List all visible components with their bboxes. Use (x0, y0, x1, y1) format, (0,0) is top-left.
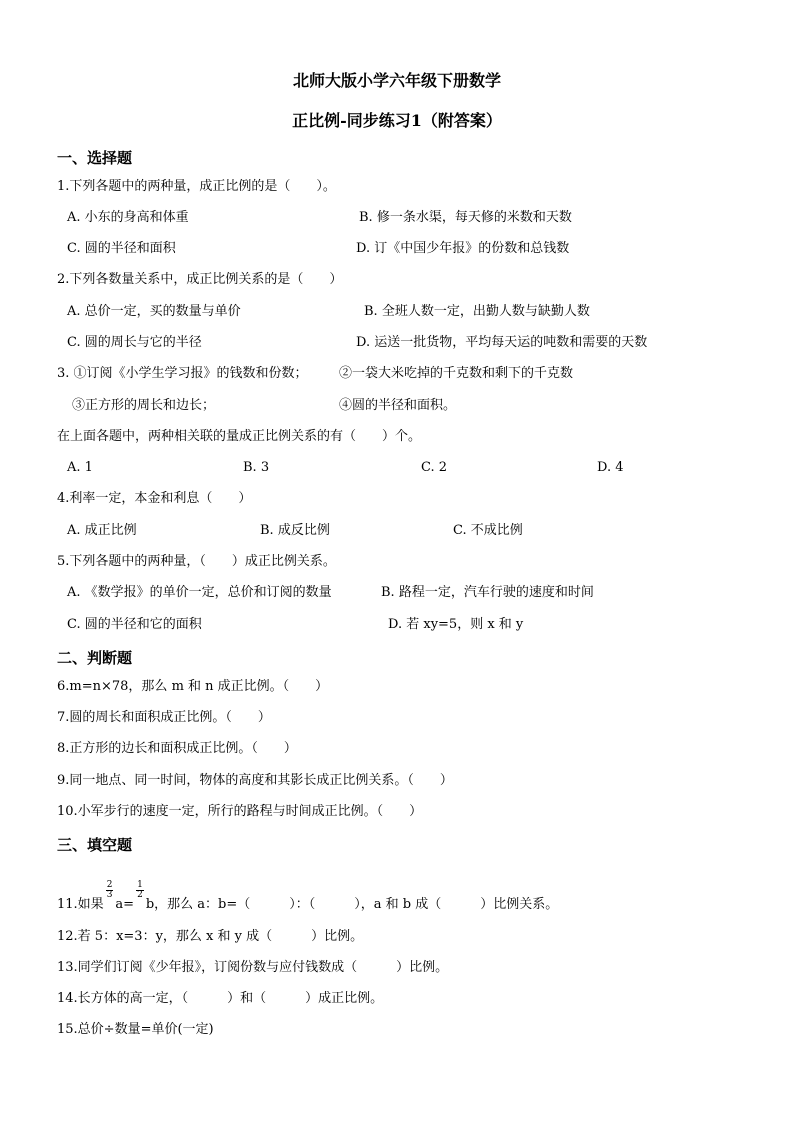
question-3-item-2: ②一袋大米吃掉的千克数和剩下的千克数 (339, 366, 574, 381)
question-7: 7.圆的周长和面积成正比例。（ ） (57, 710, 271, 725)
question-4-option-a: A. 成正比例 (67, 523, 137, 538)
question-3-item-1: 3. ①订阅《小学生学习报》的钱数和份数； (57, 366, 308, 381)
question-2-option-d: D. 运送一批货物，平均每天运的吨数和需要的天数 (356, 335, 648, 350)
document-subtitle: 正比例-同步练习1（附答案） (292, 111, 502, 130)
question-11-part-1: 11.如果 (57, 897, 104, 912)
question-3-item-4: ④圆的半径和面积。 (339, 398, 457, 413)
question-10: 10.小军步行的速度一定，所行的路程与时间成正比例。（ ） (57, 804, 423, 819)
section-fill-heading: 三、填空题 (57, 836, 133, 854)
question-3-option-d: D. 4 (597, 460, 624, 475)
question-11 (57, 880, 559, 914)
question-3-stem: 在上面各题中，两种相关联的量成正比例关系的有（ ）个。 (57, 429, 422, 444)
question-3-item-3: ③正方形的周长和边长； (72, 398, 216, 413)
question-1-option-d: D. 订《中国少年报》的份数和总钱数 (356, 241, 570, 256)
question-2-stem: 2.下列各数量关系中，成正比例关系的是（ ） (57, 272, 343, 287)
question-5-stem: 5.下列各题中的两种量，（ ）成正比例关系。 (57, 554, 336, 569)
question-2-option-b: B. 全班人数一定，出勤人数与缺勤人数 (364, 304, 590, 319)
document-title: 北师大版小学六年级下册数学 (292, 71, 501, 90)
question-5-option-b: B. 路程一定，汽车行驶的速度和时间 (381, 585, 594, 600)
question-6: 6.m=n×78，那么 m 和 n 成正比例。（ ） (57, 679, 329, 694)
question-11-part-2: a= (115, 897, 135, 912)
question-1-stem: 1.下列各题中的两种量，成正比例的是（ ）。 (57, 179, 336, 194)
question-4-option-b: B. 成反比例 (260, 523, 330, 538)
section-judge-heading: 二、判断题 (57, 649, 133, 667)
question-4-stem: 4.利率一定，本金和利息（ ） (57, 491, 252, 506)
question-15: 15.总价÷数量=单价(一定) (57, 1022, 214, 1037)
section-choice-heading: 一、选择题 (57, 149, 133, 167)
question-11-part-3: b，那么 a：b=（ ）：（ ），a 和 b 成（ ）比例关系。 (145, 897, 559, 912)
question-2-option-c: C. 圆的周长与它的半径 (67, 335, 202, 350)
question-2-option-a: A. 总价一定，买的数量与单价 (67, 304, 241, 319)
question-8: 8.正方形的边长和面积成正比例。（ ） (57, 741, 297, 756)
question-1-option-c: C. 圆的半径和面积 (67, 241, 176, 256)
question-1-option-a: A. 小东的身高和体重 (67, 210, 189, 225)
question-9: 9.同一地点、同一时间，物体的高度和其影长成正比例关系。（ ） (57, 773, 453, 788)
question-12: 12.若 5：x=3：y，那么 x 和 y 成（ ）比例。 (57, 929, 364, 944)
fraction-one-half: $\frac{1}{2}$ (137, 880, 143, 900)
question-13: 13.同学们订阅《少年报》，订阅份数与应付钱数成（ ）比例。 (57, 960, 449, 975)
question-14: 14.长方体的高一定，（ ）和（ ）成正比例。 (57, 991, 384, 1006)
question-3-option-c: C. 2 (421, 460, 448, 475)
question-5-option-c: C. 圆的半径和它的面积 (67, 617, 202, 632)
question-5-option-d: D. 若 xy=5，则 x 和 y (388, 617, 524, 632)
question-1-option-b: B. 修一条水渠，每天修的米数和天数 (359, 210, 572, 225)
question-3-option-a: A. 1 (67, 460, 93, 475)
question-5-option-a: A. 《数学报》的单价一定，总价和订阅的数量 (67, 585, 332, 600)
question-3-option-b: B. 3 (243, 460, 270, 475)
question-4-option-c: C. 不成比例 (453, 523, 523, 538)
fraction-two-thirds: $\frac{2}{3}$ (106, 880, 113, 900)
